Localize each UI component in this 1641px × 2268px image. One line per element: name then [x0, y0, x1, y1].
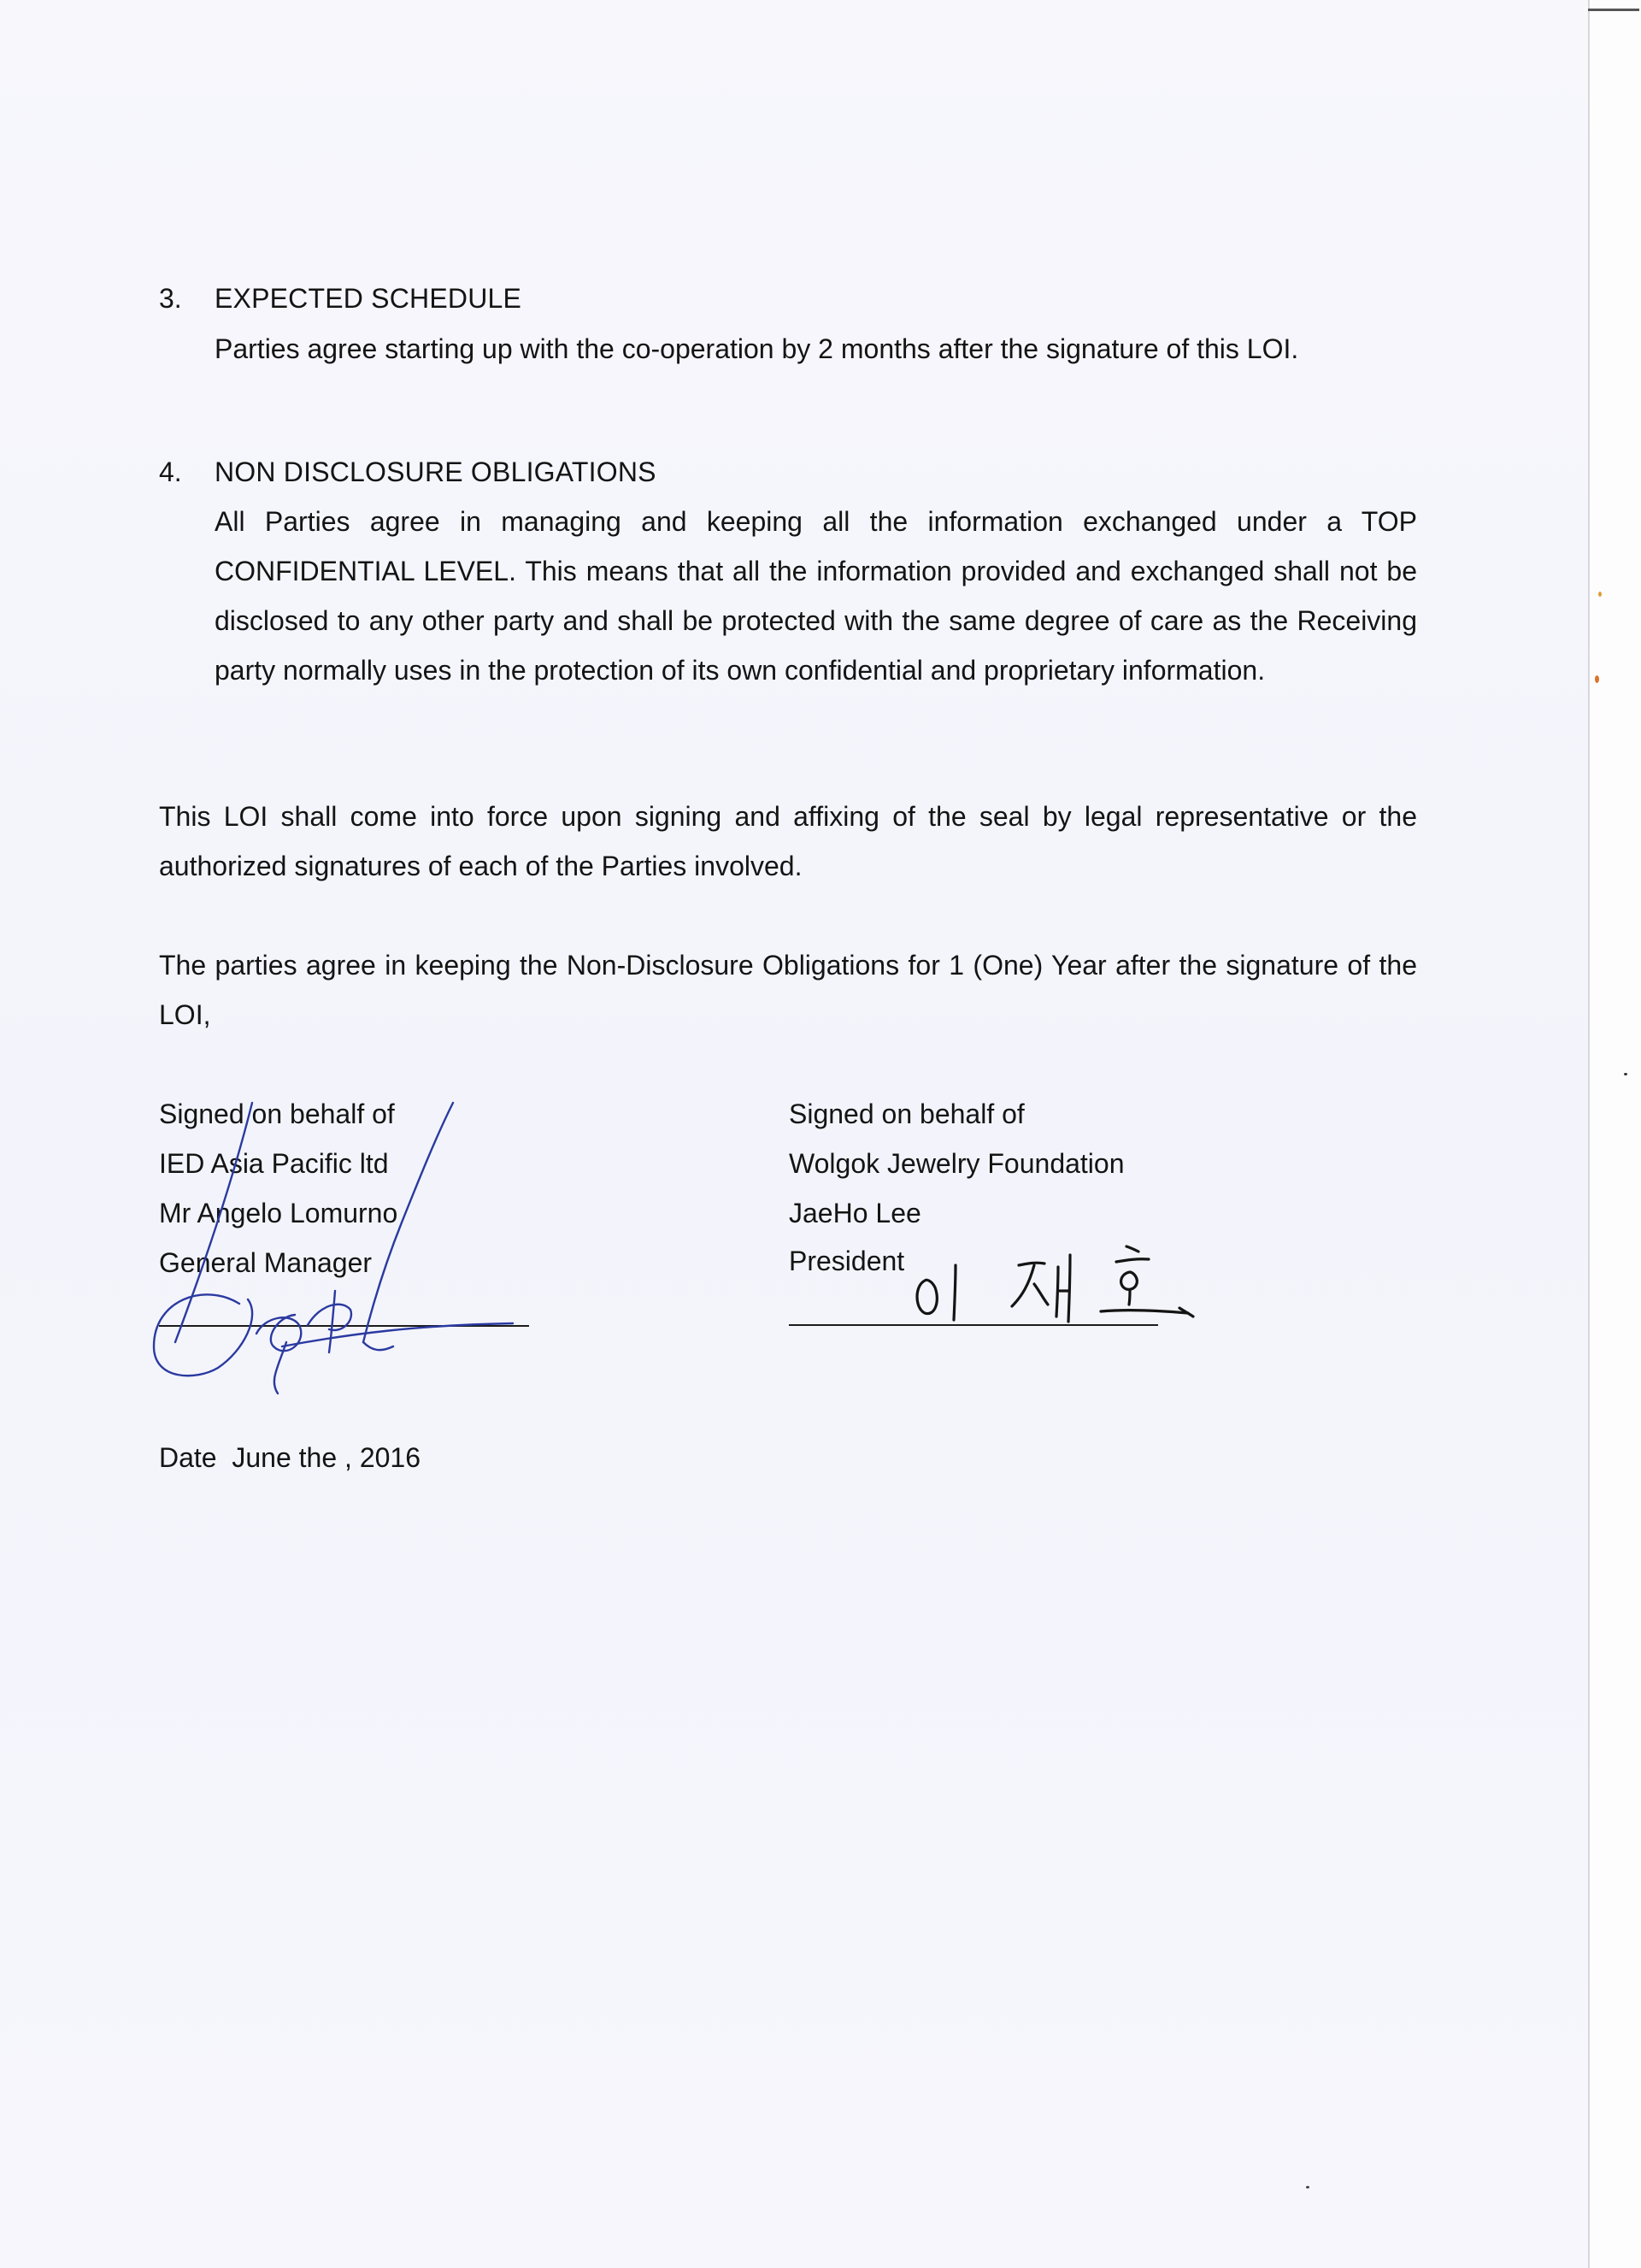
scan-speck: [1598, 592, 1602, 597]
left-company-name: IED Asia Pacific ltd: [159, 1148, 389, 1179]
right-company-name: Wolgok Jewelry Foundation: [789, 1148, 1125, 1179]
right-handwritten-signature: [906, 1231, 1197, 1342]
section-3-heading: EXPECTED SCHEDULE: [215, 283, 522, 314]
right-signed-on-behalf: Signed on behalf of: [789, 1099, 1025, 1129]
left-handwritten-signature: [137, 1086, 530, 1411]
right-signatory-name: JaeHo Lee: [789, 1198, 921, 1228]
scan-paper-edge: [1588, 0, 1641, 2268]
section-3-number: 3.: [159, 283, 182, 314]
scan-speck: [1595, 675, 1599, 683]
scan-edge-mark: [1588, 9, 1639, 11]
scan-speck: [1624, 1073, 1627, 1075]
section-3-body: Parties agree starting up with the co-operation by 2 months after the signature of this LOI.: [215, 333, 1299, 364]
date-line: Date June the , 2016: [159, 1442, 421, 1473]
left-signed-on-behalf: Signed on behalf of: [159, 1099, 395, 1129]
left-signatory-title: General Manager: [159, 1247, 373, 1278]
right-signatory-title: President: [789, 1246, 905, 1276]
left-signatory-name: Mr Angelo Lomurno: [159, 1198, 398, 1228]
section-4-body: All Parties agree in managing and keeping all the information exchanged under a TOP CONFIDENTIAL LEVEL. This means that all the information provided and exchanged shall not be disclosed to any other party and shall be protected with the same degree of care as the Receiving party normally uses in the protection of its own confidential and proprietary information.: [215, 506, 1417, 686]
section-4-number: 4.: [159, 457, 182, 487]
section-4-heading: NON DISCLOSURE OBLIGATIONS: [215, 457, 656, 487]
clause-nondisclosure-term: The parties agree in keeping the Non-Disclosure Obligations for 1 (One) Year after the signature of the LOI,: [159, 950, 1417, 1030]
clause-entry-into-force: This LOI shall come into force upon signing and affixing of the seal by legal representative or the authorized signatures of each of the Parties involved.: [159, 801, 1417, 881]
scan-speck: [1306, 2186, 1309, 2188]
